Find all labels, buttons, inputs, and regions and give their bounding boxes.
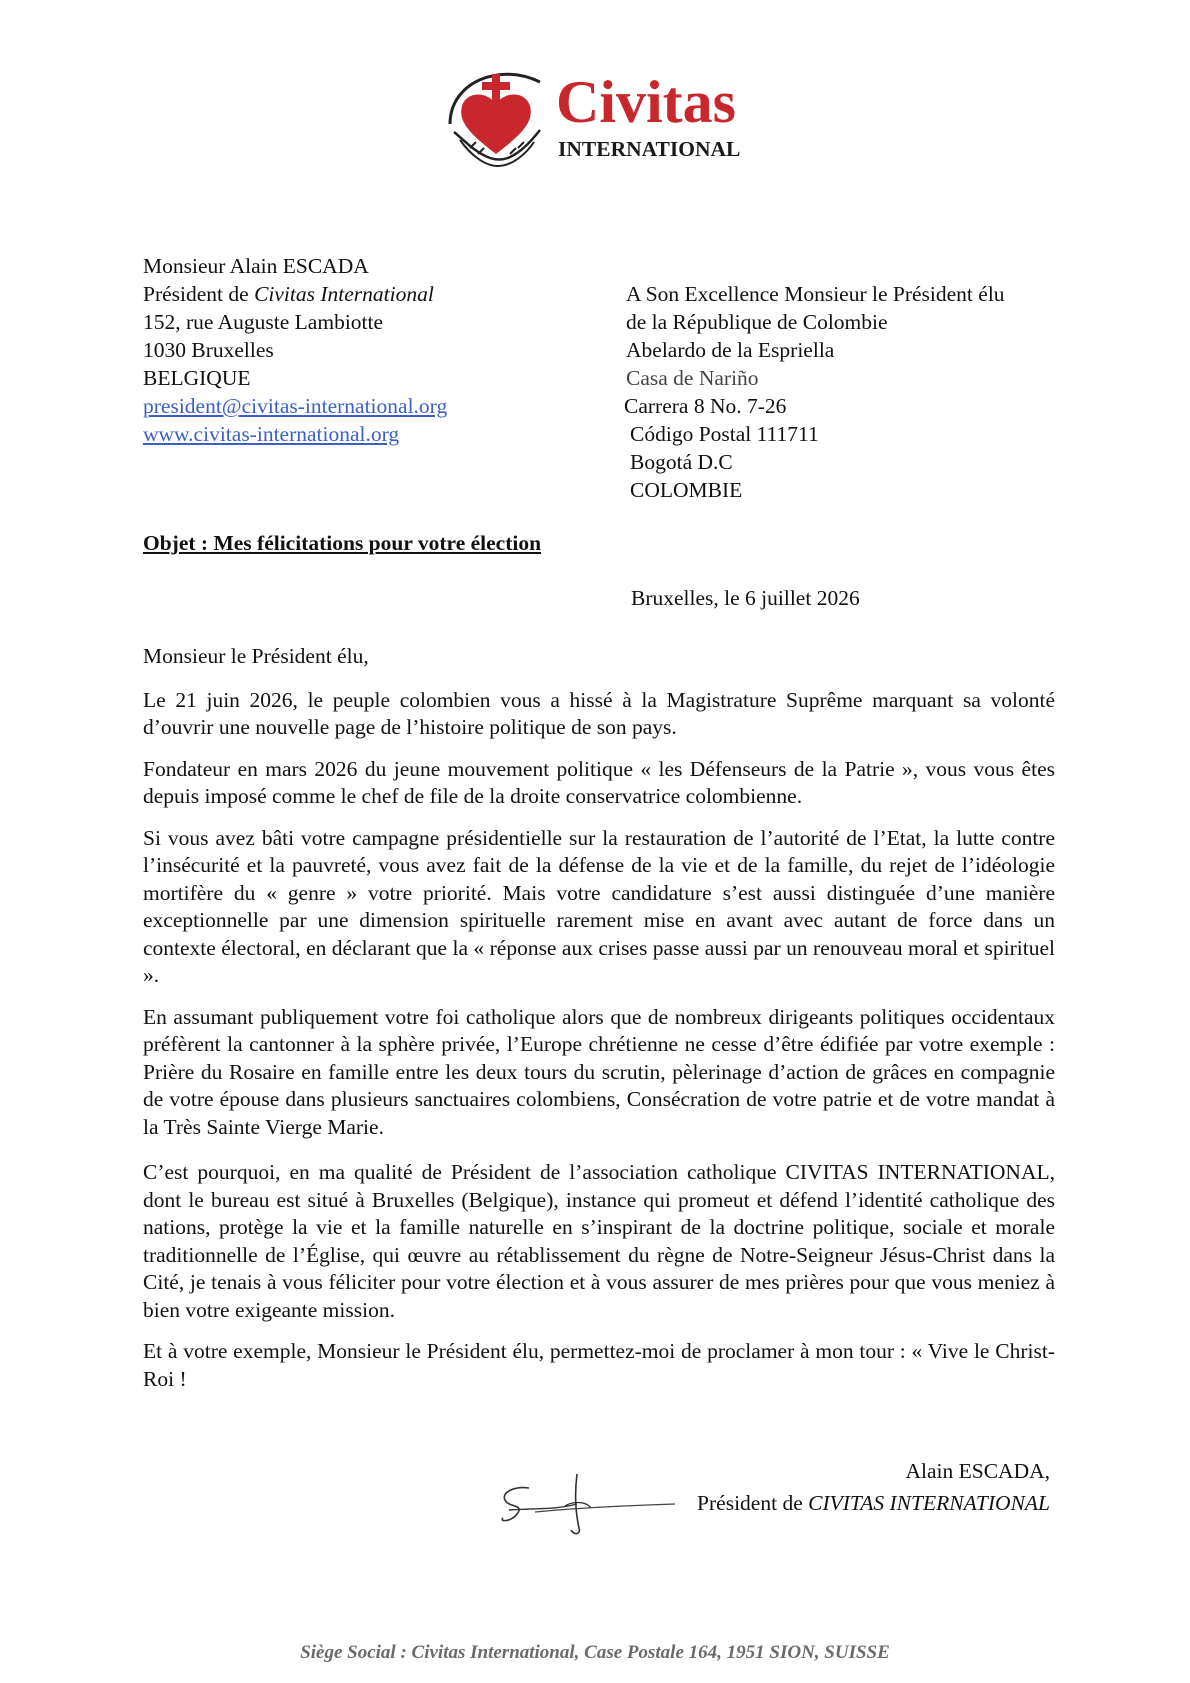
paragraph: Fondateur en mars 2026 du jeune mouvement politique « les Défenseurs de la Patrie », vous vous êtes depuis imposé comme le chef de file de la droite conservatrice colombienne. — [143, 756, 1055, 808]
recipient-line: A Son Excellence Monsieur le Président élu — [626, 282, 1005, 306]
recipient-address — [626, 280, 1005, 504]
sender-website-link[interactable]: www.civitas-international.org — [143, 422, 400, 446]
handwritten-signature — [495, 1470, 680, 1542]
signature-block — [697, 1455, 1050, 1519]
logo-name: Civitas — [556, 69, 736, 135]
signatory-org: CIVITAS INTERNATIONAL — [808, 1491, 1050, 1515]
sender-role: Président de Civitas International — [143, 282, 434, 306]
letter-date: Bruxelles, le 6 juillet 2026 — [631, 586, 860, 610]
sender-address — [143, 252, 447, 448]
salutation: Monsieur le Président élu, — [143, 644, 369, 668]
sacred-heart-hands-icon — [440, 62, 552, 172]
sender-email-link[interactable]: president@civitas-international.org — [143, 394, 448, 418]
recipient-name: Abelardo de la Espriella — [626, 338, 835, 362]
recipient-building: Casa de Nariño — [626, 366, 759, 390]
letter-body — [143, 643, 1055, 1407]
paragraph: Le 21 juin 2026, le peuple colombien vous a hissé à la Magistrature Suprême marquant sa volonté d’ouvrir une nouvelle page de l’histoire politique de son pays. — [143, 687, 1055, 739]
footer-headquarters: Siège Social : Civitas International, Case Postale 164, 1951 SION, SUISSE — [300, 1642, 890, 1663]
paragraph: C’est pourquoi, en ma qualité de Président de l’association catholique CIVITAS INTERNATIONAL, dont le bureau est situé à Bruxelles (Belgique), instance qui promeut et défend l’identité catholique des nations, protège la vie et la famille naturelle en s’inspirant de la doctrine politique, sociale et morale traditionnelle de l’Église, qui œuvre au rétablissement du règne de Notre-Seigneur Jésus-Christ dans la Cité, je tenais à vous féliciter pour votre élection et à vous assurer de mes prières pour que vous meniez à bien votre exigeante mission. — [143, 1160, 1055, 1322]
recipient-city: Bogotá D.C — [630, 450, 733, 474]
sender-country: BELGIQUE — [143, 366, 251, 390]
paragraph: Si vous avez bâti votre campagne présidentielle sur la restauration de l’autorité de l’Etat, la lutte contre l’insécurité et la pauvreté, vous avez fait de la défense de la vie et de la famille, du rejet de l’idéologie mortifère du « genre » votre priorité. Mais votre candidature s’est aussi distinguée d’une manière exceptionnelle par une dimension spirituelle rarement mise en avant avec autant de force dans un contexte électoral, en déclarant que la « réponse aux crises passe aussi par un renouveau moral et spirituel ». — [143, 825, 1055, 987]
paragraph: Et à votre exemple, Monsieur le Président élu, permettez-moi de proclamer à mon tour : « Vive le Christ-Roi ! — [143, 1339, 1055, 1391]
paragraph: En assumant publiquement votre foi catholique alors que de nombreux dirigeants politiques occidentaux préfèrent la cantonner à la sphère privée, l’Europe chrétienne ne cesse d’être édifiée par votre exemple : Prière du Rosaire en famille entre les deux tours du scrutin, pèlerinage d’action de grâces en compagnie de votre épouse dans plusieurs sanctuaires colombiens, Consécration de votre patrie et de votre mandat à la Très Sainte Vierge Marie. — [143, 1004, 1055, 1139]
sender-city: 1030 Bruxelles — [143, 338, 274, 362]
letter-subject: Objet : Mes félicitations pour votre élection — [143, 531, 542, 555]
signatory-title: Président de CIVITAS INTERNATIONAL — [697, 1491, 1050, 1515]
recipient-line: de la République de Colombie — [626, 310, 888, 334]
civitas-logo — [440, 62, 760, 172]
sender-name: Monsieur Alain ESCADA — [143, 254, 369, 278]
logo-subtitle: INTERNATIONAL — [558, 137, 741, 161]
signatory-name: Alain ESCADA, — [905, 1459, 1050, 1483]
sender-org: Civitas International — [254, 282, 434, 306]
recipient-postcode: Código Postal 111711 — [630, 422, 819, 446]
sender-street: 152, rue Auguste Lambiotte — [143, 310, 384, 334]
recipient-country: COLOMBIE — [630, 478, 743, 502]
recipient-street: Carrera 8 No. 7-26 — [624, 394, 787, 418]
